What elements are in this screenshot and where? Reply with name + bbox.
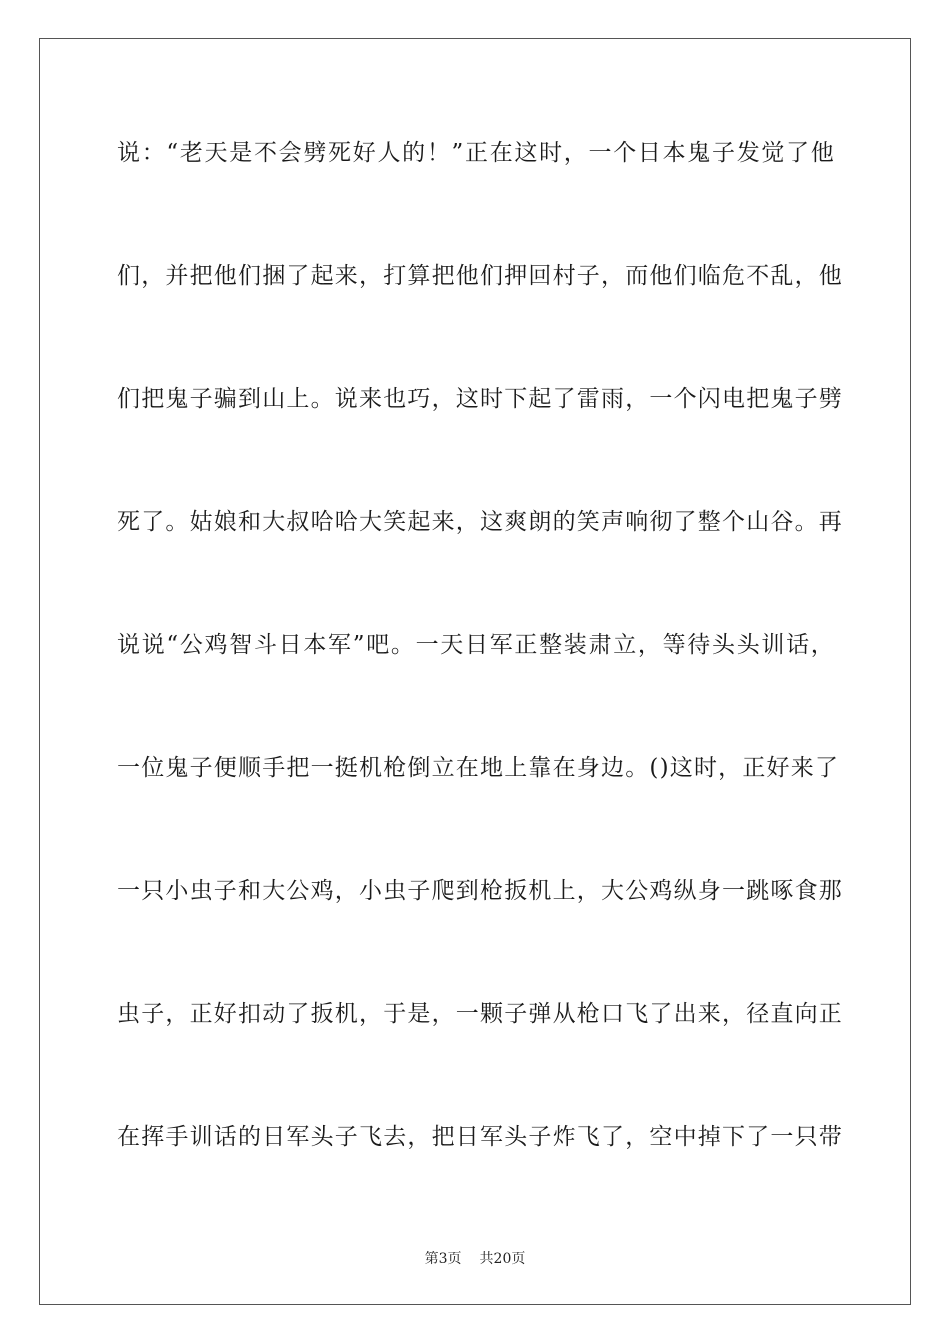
document-body: [117, 130, 843, 1237]
text-line: 死了。姑娘和大叔哈哈大笑起来，这爽朗的笑声响彻了整个山谷。再: [117, 509, 843, 535]
page-number: 第3页: [424, 1251, 462, 1267]
text-line: 们，并把他们捆了起来，打算把他们押回村子，而他们临危不乱，他: [117, 263, 843, 289]
text-line: 说说“公鸡智斗日本军”吧。一天日军正整装肃立，等待头头训话，: [117, 632, 835, 658]
text-line: 在挥手训话的日军头子飞去，把日军头子炸飞了，空中掉下了一只带: [117, 1124, 843, 1150]
page-total: 共20页: [479, 1251, 526, 1267]
text-line: 一只小虫子和大公鸡，小虫子爬到枪扳机上，大公鸡纵身一跳啄食那: [117, 878, 843, 904]
page-footer: [0, 1248, 950, 1268]
text-line: 一位鬼子便顺手把一挺机枪倒立在地上靠在身边。()这时，正好来了: [117, 755, 840, 781]
text-line: 说：“老天是不会劈死好人的！”正在这时，一个日本鬼子发觉了他: [117, 140, 835, 166]
text-line: 们把鬼子骗到山上。说来也巧，这时下起了雷雨，一个闪电把鬼子劈: [117, 386, 843, 412]
text-line: 虫子，正好扣动了扳机，于是，一颗子弹从枪口飞了出来，径直向正: [117, 1001, 843, 1027]
